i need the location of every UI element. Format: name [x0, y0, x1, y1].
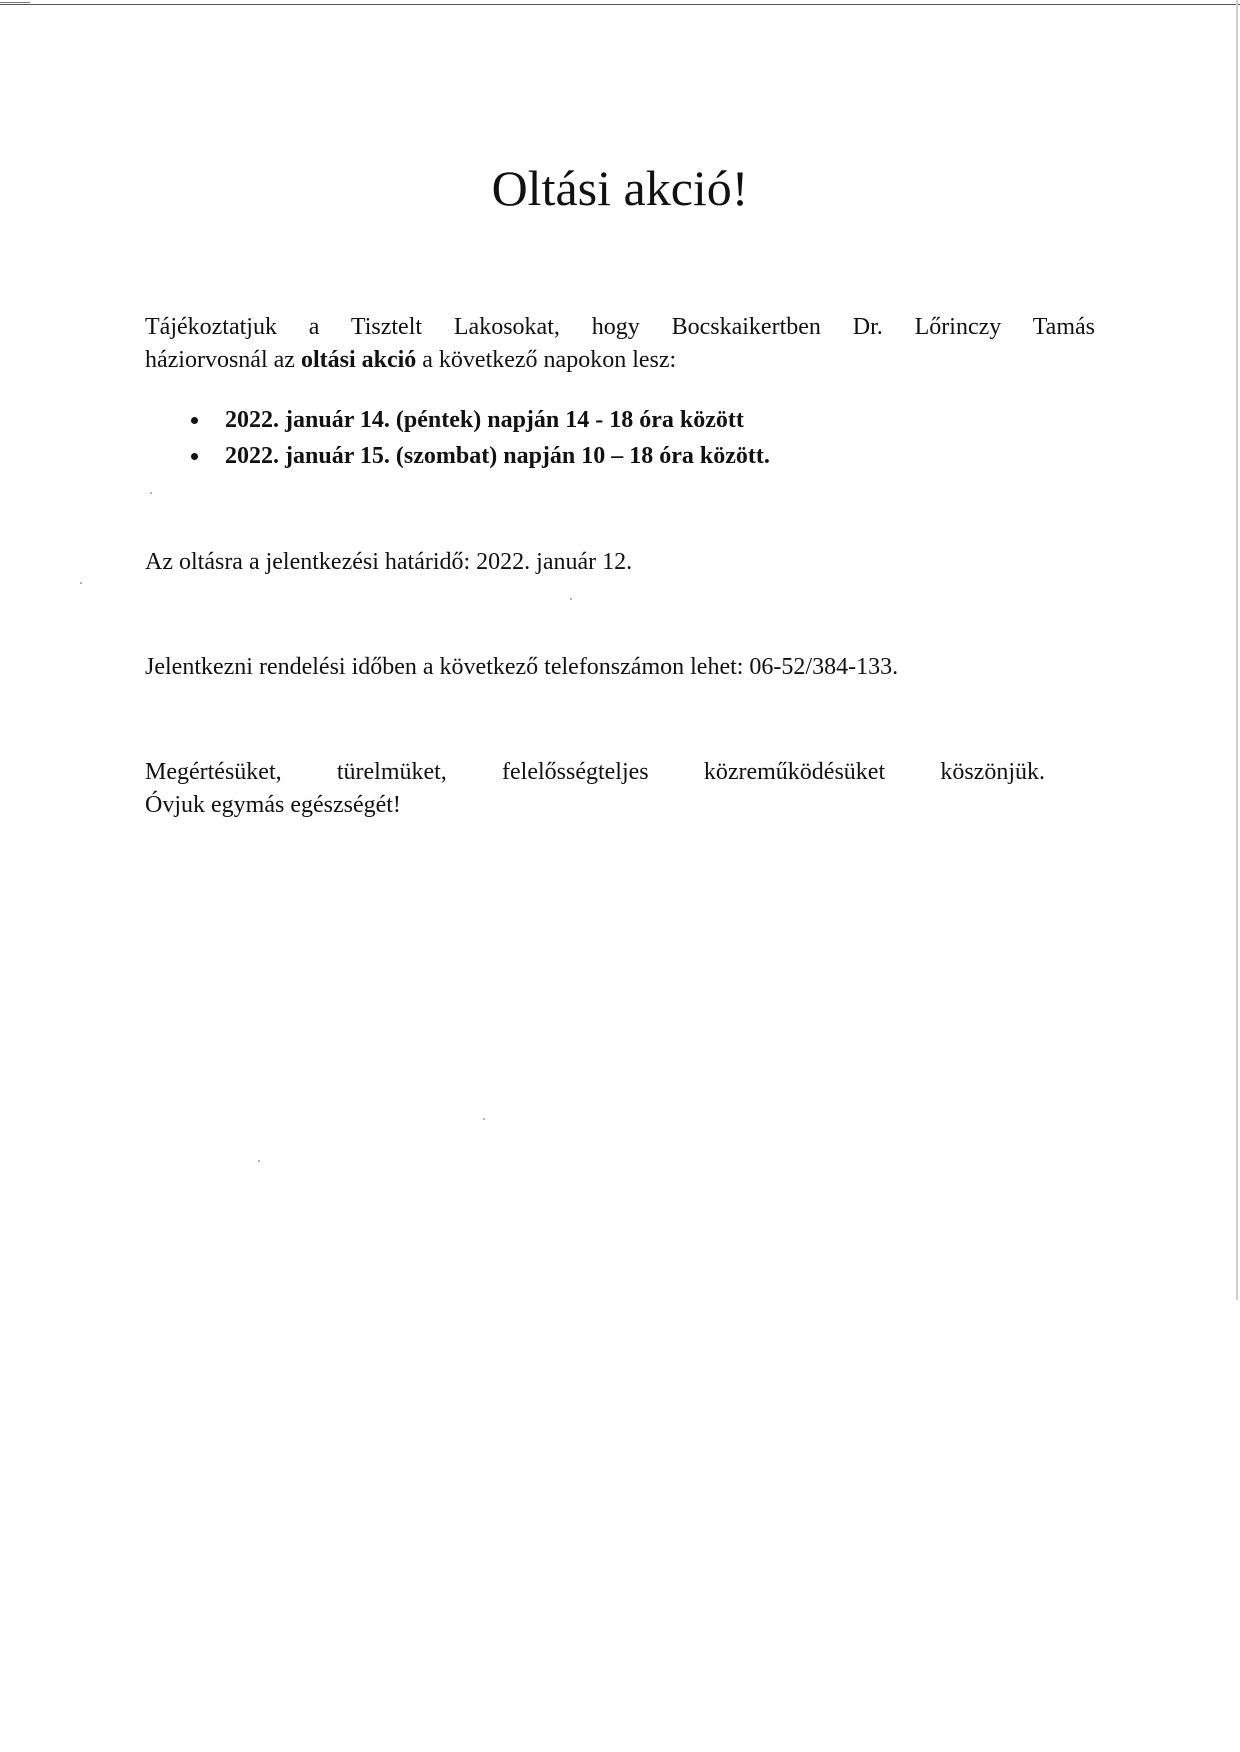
page-title: Oltási akció! — [491, 160, 749, 216]
scan-speck — [483, 1118, 485, 1120]
bullet-icon — [191, 417, 198, 424]
phone-paragraph: Jelentkezni rendelési időben a következő telefonszámon lehet: 06-52/384-133. — [145, 654, 899, 680]
closing-paragraph — [145, 756, 1045, 822]
scan-speck — [80, 582, 82, 584]
date-item-text: 2022. január 14. (péntek) napján 14 - 18 óra között — [225, 407, 744, 433]
intro-line-2-end: a következő napokon lesz: — [416, 347, 677, 373]
scan-border-top — [0, 4, 1240, 5]
date-item-text: 2022. január 15. (szombat) napján 10 – 18 óra között. — [225, 443, 770, 469]
closing-line-1: Megértésüket, türelmüket, felelősségteljes közreműködésüket köszönjük. — [145, 759, 1045, 785]
intro-paragraph — [145, 311, 1095, 377]
intro-line-1: Tájékoztatjuk a Tisztelt Lakosokat, hogy Bocskaikertben Dr. Lőrinczy Tamás — [145, 314, 1095, 340]
scan-speck — [570, 598, 572, 600]
deadline-paragraph: Az oltásra a jelentkezési határidő: 2022. január 12. — [145, 549, 633, 575]
vaccination-dates-list — [185, 402, 770, 474]
closing-line-2: Óvjuk egymás egészségét! — [145, 792, 401, 818]
bullet-icon — [191, 453, 198, 460]
list-item — [185, 402, 770, 438]
intro-emphasis: oltási akció — [300, 347, 417, 373]
list-item — [185, 438, 770, 474]
scan-mark-top — [0, 2, 30, 3]
scan-speck — [258, 1160, 260, 1162]
intro-line-2-start: háziorvosnál az — [145, 347, 301, 373]
scan-speck — [150, 492, 152, 494]
